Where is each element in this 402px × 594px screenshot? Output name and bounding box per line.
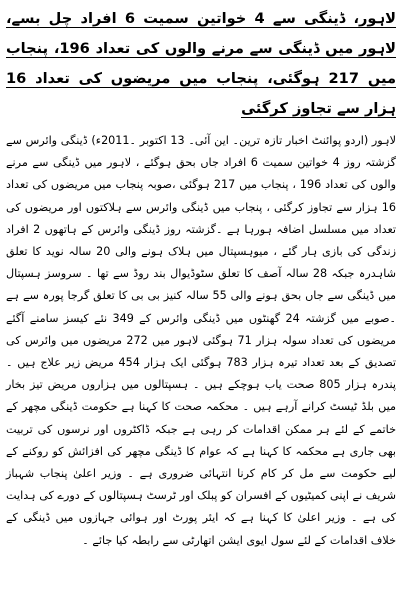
headline-text: لاہور، ڈینگی سے 4 خواتین سمیت 6 افراد چل بسے، لاہور میں ڈینگی سے مرنے والوں کی تعداد 196، پنجاب میں 217 ہوگئی، پنجاب میں مریضوں کی تعداد 16 ہزار سے تجاوز کرگئی <box>6 10 396 117</box>
article-body: لاہور (اردو پوائنٹ اخبار تازہ ترین۔ این آئی۔ 13 اکتوبر ۔2011ء) ڈینگی وائرس سے گزشتہ روز 4 خواتین سمیت 6 افراد جاں بحق ہوگئے ، لاہور میں ڈینگی سے مرنے والوں کی تعداد 196 ، پنجاب میں 217 ہوگئی ،صوبہ پنجاب میں مریضوں کی تعداد 16 ہزار سے تجاوز کرگئی ، پنجاب میں ڈینگی وائرس سے ہلاکتوں اور مریضوں کی تعداد میں مسلسل اضافہ ہورہا ہے ۔گزشتہ روز ڈینگی وائرس کے ہاتھوں 2 افراد زندگی کی بازی ہار گئے ، میوہسپتال میں ہلاک ہونے والی 20 سالہ نوید کا تعلق شاہدرہ جبکہ 28 سالہ آصف کا تعلق سٹوڈیوال بند روڈ سے تھا ۔ سروسز ہسپتال میں ڈینگی سے جاں بحق ہونے والی 55 سالہ کنیز بی بی کا تعلق گرجا پورہ سے ہے ۔صوبے میں گزشتہ 24 گھنٹوں میں ڈینگی وائرس کے 349 نئے کیسز سامنے آگئے مریضوں کی تعداد سولہ ہزار 71 ہوگئی لاہور میں 272 مریضوں میں وائرس کی تصدیق کے بعد تعداد تیرہ ہزار 783 ہوگئی ایک ہزار 454 مریض زیر علاج ہیں ۔ پندرہ ہزار 805 صحت یاب ہوچکے ہیں ۔ ہسپتالوں میں ہزاروں مریض تیز بخار میں بلڈ ٹیسٹ کرانے آرہے ہیں ۔ محکمہ صحت کا کہنا ہے حکومت ڈینگی مچھر کے خاتمے کے لئے ہر ممکن اقدامات کر رہی ہے جبکہ ڈاکٹروں اور نرسوں کی تربیت بھی جاری ہے محکمہ کا کہنا ہے کہ عوام کا ڈینگی مچھر کی افزائش کو روکنے کے لیے حکومت سے مل کر کام کرنا انتہائی ضروری ہے ۔ وزیر اعلیٰ پنجاب شہباز شریف نے اپنی کمیٹیوں کے افسران کو پبلک اور ٹرسٹ ہسپتالوں کے دورے کی ہدایت کی ہے ۔ وزیر اعلیٰ کا کہنا ہے کہ ایئر پورٹ اور ہوائی جہازوں میں ڈینگی کے خلاف اقدامات کے لئے سول ایوی ایشن اتھارٹی سے رابطہ کیا جائے ۔ <box>6 134 397 547</box>
article-headline <box>6 4 396 124</box>
